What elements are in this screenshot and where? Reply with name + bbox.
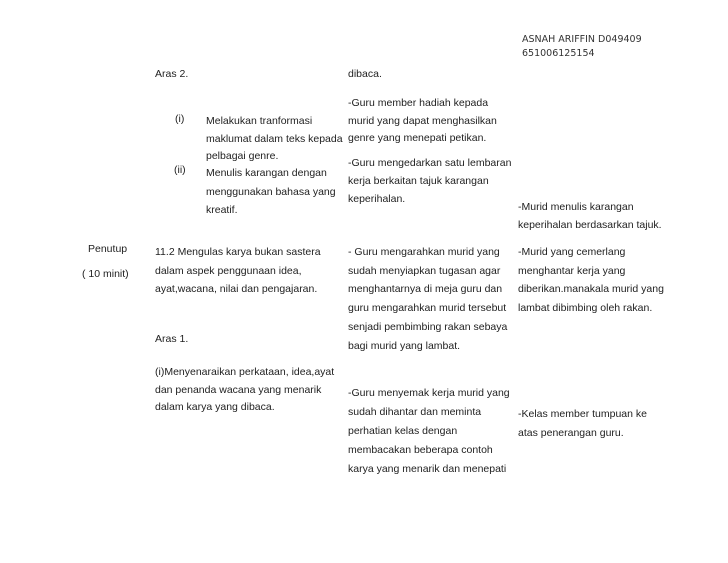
text-line: genre yang menepati petikan. (348, 132, 487, 144)
text-line: ayat,wacana, nilai dan pengajaran. (155, 283, 318, 295)
dibaca-text: dibaca. (348, 68, 382, 80)
murid-tulis-activity (518, 199, 662, 234)
text-line: keperihalan berdasarkan tajuk. (518, 218, 662, 231)
text-line: senjadi pembimbing rakan sebaya (348, 320, 508, 333)
text-line: diberikan.manakala murid yang (518, 283, 664, 295)
text-line: perhatian kelas dengan (348, 425, 458, 437)
text-line: keperihalan. (348, 193, 406, 205)
text-line: -Guru menyemak kerja murid yang (348, 387, 510, 399)
guru-edar-activity (348, 154, 511, 208)
author-name: ASNAH ARIFFIN D049409 (522, 34, 642, 45)
item-ii-marker: (ii) (174, 164, 186, 176)
text-line: menghantar kerja yang (518, 264, 626, 277)
masa-label: ( 10 minit) (82, 268, 129, 280)
text-line: -Kelas member tumpuan ke (518, 408, 647, 420)
text-line: - Guru mengarahkan murid yang (348, 246, 500, 258)
guru-hadiah-activity (348, 95, 497, 148)
text-line: menggunakan bahasa yang (206, 185, 336, 198)
text-line: sudah menyiapkan tugasan agar (348, 264, 501, 277)
aras2-heading: Aras 2. (155, 68, 189, 80)
text-line: murid yang dapat menghasilkan (348, 114, 497, 127)
text-line: -Guru member hadiah kepada (348, 97, 489, 109)
author-id: 651006125154 (522, 48, 595, 59)
text-line: -Murid yang cemerlang (518, 246, 626, 258)
text-line: maklumat dalam teks kepada (206, 132, 343, 145)
text-line: -Guru mengedarkan satu lembaran (348, 157, 512, 169)
item-ii-text (206, 164, 336, 220)
text-line: kerja berkaitan tajuk karangan (348, 175, 489, 187)
text-line: dan penanda wacana yang menarik (155, 383, 322, 396)
text-line: (i)Menyenaraikan perkataan, idea,ayat (155, 366, 335, 378)
text-line: Menulis karangan dengan (206, 167, 327, 179)
text-line: guru mengarahkan murid tersebut (348, 302, 507, 315)
text-line: bagi murid yang lambat. (348, 339, 461, 352)
text-line: lambat dibimbing oleh rakan. (518, 301, 653, 314)
text-line: Melakukan tranformasi (206, 115, 313, 127)
guru-semak-activity (348, 384, 510, 479)
text-line: dalam karya yang dibaca. (155, 401, 275, 413)
guru-arah-activity (348, 243, 507, 355)
item-i-marker: (i) (175, 113, 185, 125)
text-line: pelbagai genre. (206, 150, 279, 162)
text-line: sudah dihantar dan meminta (348, 406, 482, 418)
penutup-label: Penutup (88, 243, 128, 255)
kemahiran-text (155, 243, 321, 299)
text-line: menghantarnya di meja guru dan (348, 283, 503, 296)
item-i-text (206, 113, 343, 166)
text-line: -Murid menulis karangan (518, 201, 634, 213)
kelas-tumpuan-activity (518, 405, 647, 443)
text-line: kreatif. (206, 204, 238, 216)
text-line: membacakan beberapa contoh (348, 444, 493, 456)
aras1-heading: Aras 1. (155, 333, 189, 345)
document-header (522, 33, 642, 61)
text-line: karya yang menarik dan menepati (348, 463, 507, 475)
aras1-item (155, 364, 334, 417)
text-line: 11.2 Mengulas karya bukan sastera (155, 246, 321, 258)
text-line: atas penerangan guru. (518, 427, 624, 439)
murid-cemerlang-activity (518, 243, 664, 317)
text-line: dalam aspek penggunaan idea, (155, 264, 302, 277)
